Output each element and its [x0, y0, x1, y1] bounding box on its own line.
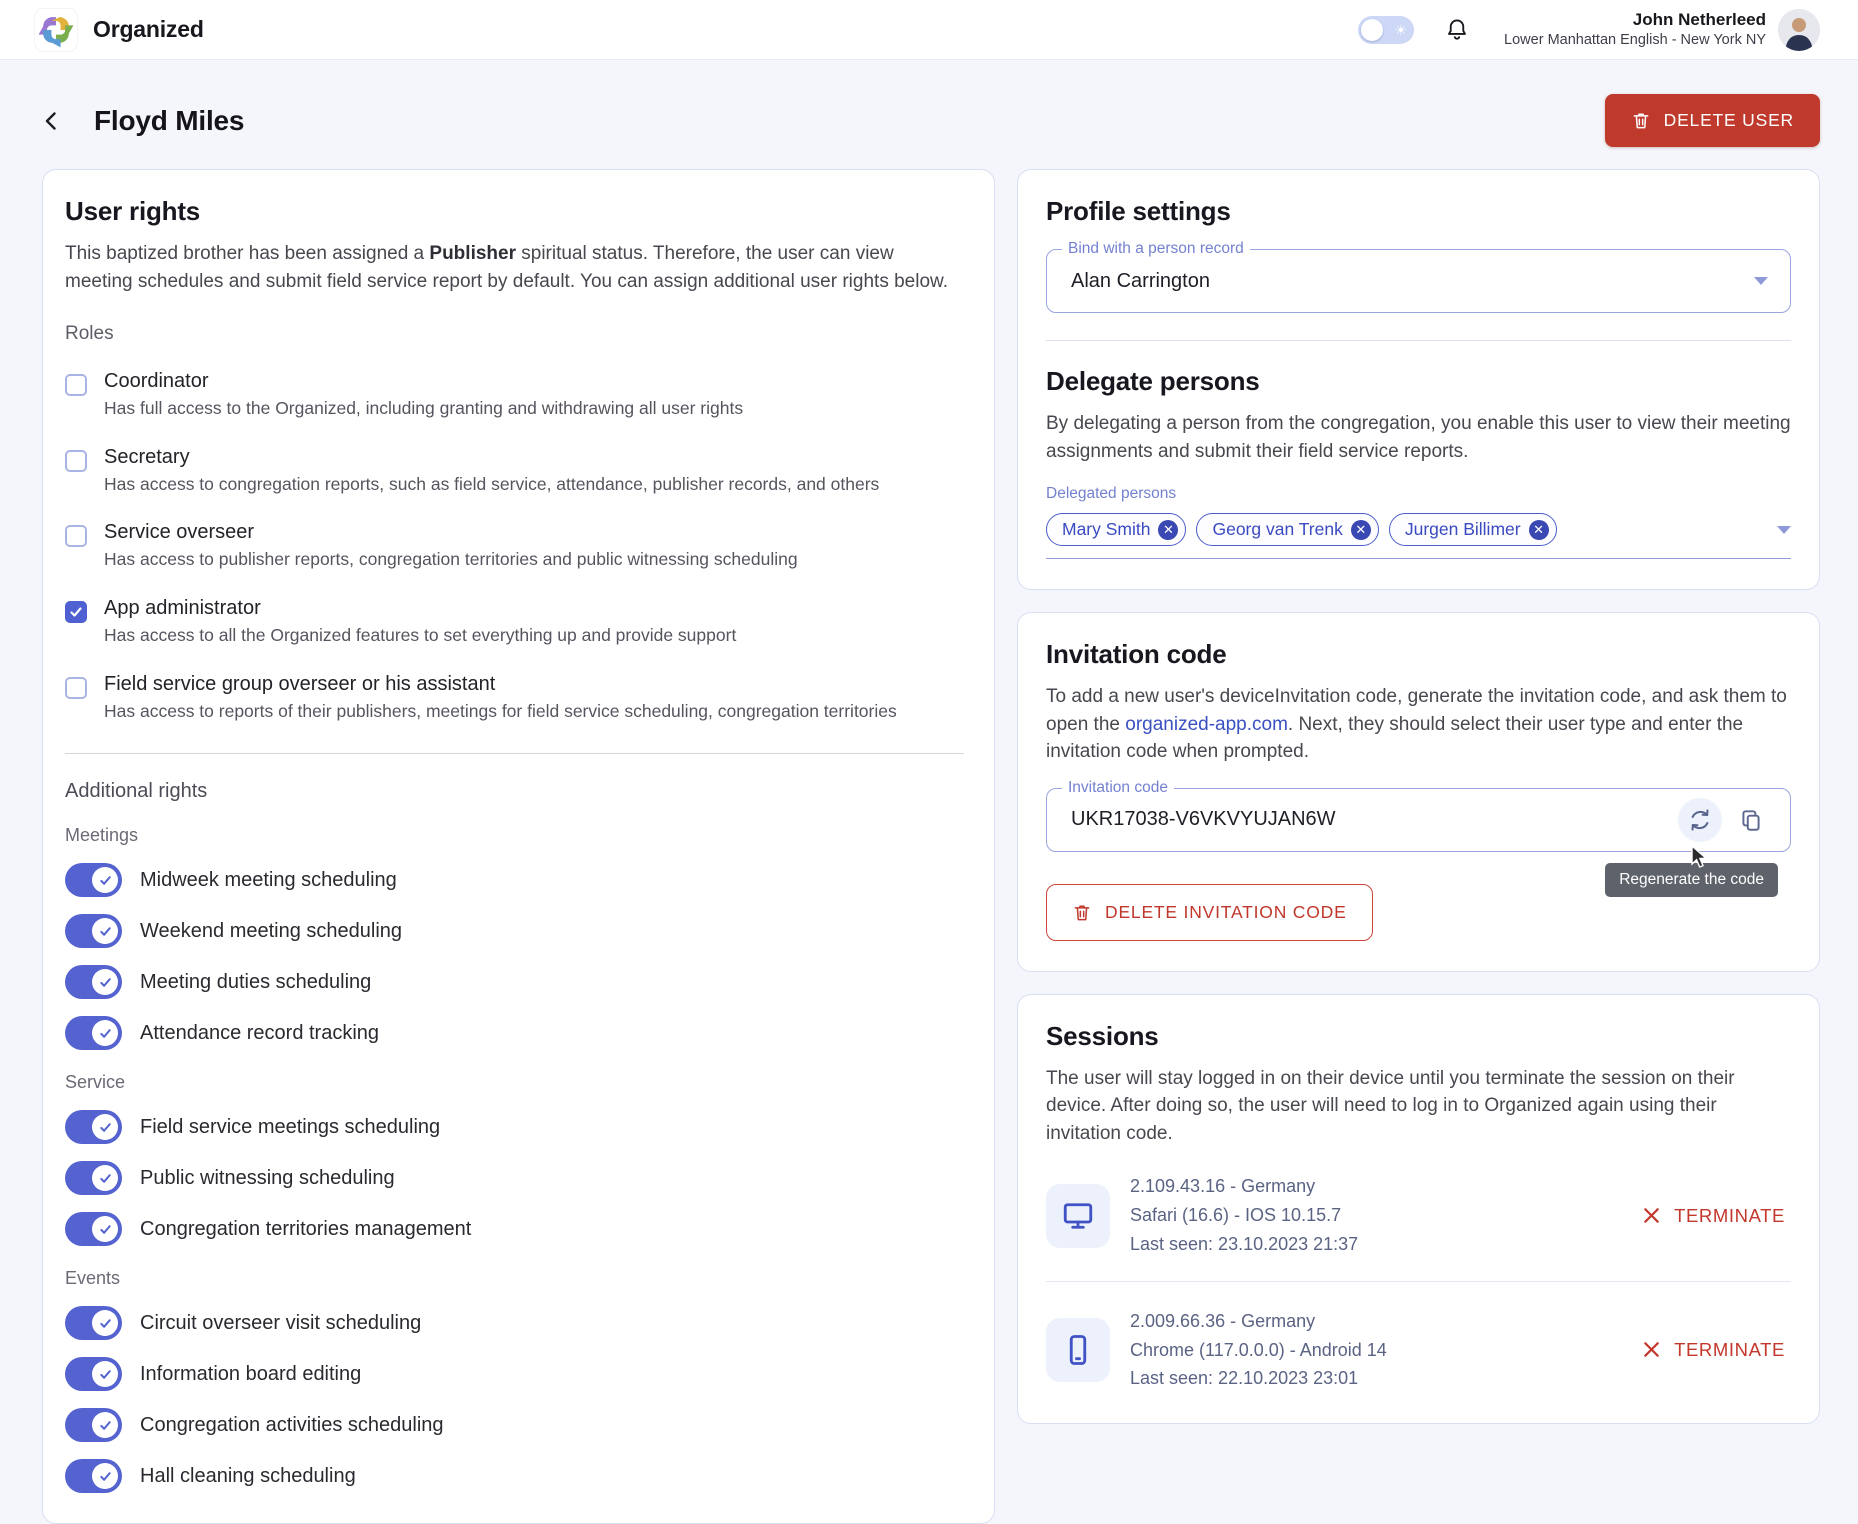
checkbox-unchecked[interactable]	[65, 677, 87, 699]
toggle-row: Public witnessing scheduling	[65, 1161, 964, 1195]
profile-settings-title: Profile settings	[1046, 196, 1231, 226]
sun-icon: ☀	[1394, 21, 1408, 38]
session-last-seen: Last seen: 23.10.2023 21:37	[1130, 1233, 1359, 1254]
toggle-on[interactable]	[65, 1408, 122, 1442]
toggle-row: Meeting duties scheduling	[65, 965, 964, 999]
page-title-row	[0, 60, 1858, 147]
role-row-coordinator: Coordinator Has full access to the Organized, including granting and withdrawing all user rights	[65, 370, 964, 421]
toggle-on[interactable]	[65, 1357, 122, 1391]
delegate-persons-description: By delegating a person from the congregation, you enable this user to view their meeting assignments and submit their field service reports.	[1046, 413, 1791, 462]
checkbox-unchecked[interactable]	[65, 450, 87, 472]
bind-person-value: Alan Carrington	[1071, 269, 1210, 292]
toggle-on[interactable]	[65, 965, 122, 999]
toggle-on[interactable]	[65, 1459, 122, 1493]
invitation-code-field-label: Invitation code	[1062, 779, 1174, 797]
toggle-row: Weekend meeting scheduling	[65, 914, 964, 948]
sessions-description: The user will stay logged in on their device until you terminate the session on their device. After doing so, the user will need to log in to Organized again using their invitation code.	[1046, 1067, 1735, 1144]
terminate-session-button[interactable]: TERMINATE	[1642, 1339, 1785, 1361]
role-row-app-administrator: App administrator Has access to all the Organized features to set everything up and provide support	[65, 597, 964, 648]
organized-logo-icon	[34, 8, 78, 52]
toggle-on[interactable]	[65, 1161, 122, 1195]
copy-code-button[interactable]	[1734, 803, 1768, 837]
invitation-code-value: UKR17038-V6VKVYUJAN6W	[1071, 808, 1336, 831]
sessions-card	[1017, 994, 1820, 1424]
session-browser: Chrome (117.0.0.0) - Android 14	[1130, 1339, 1387, 1360]
session-ip-location: 2.009.66.36 - Germany	[1130, 1310, 1316, 1331]
session-last-seen: Last seen: 22.10.2023 23:01	[1130, 1368, 1359, 1389]
chevron-down-icon[interactable]	[1754, 277, 1768, 285]
delegated-person-chip[interactable]: Mary Smith ✕	[1046, 513, 1186, 546]
checkbox-unchecked[interactable]	[65, 525, 87, 547]
session-ip-location: 2.109.43.16 - Germany	[1130, 1176, 1316, 1197]
x-icon	[1642, 1340, 1661, 1359]
user-rights-title: User rights	[65, 196, 201, 226]
session-row	[1046, 1172, 1791, 1258]
trash-icon	[1631, 110, 1651, 131]
role-row-service-overseer: Service overseer Has access to publisher reports, congregation territories and public witnessing scheduling	[65, 521, 964, 572]
remove-chip-icon[interactable]: ✕	[1351, 520, 1371, 540]
session-info	[1130, 1307, 1622, 1393]
remove-chip-icon[interactable]: ✕	[1158, 520, 1178, 540]
session-row	[1046, 1307, 1791, 1393]
toggle-row: Attendance record tracking	[65, 1016, 964, 1050]
toggle-row: Congregation activities scheduling	[65, 1408, 964, 1442]
terminate-session-button[interactable]: TERMINATE	[1642, 1205, 1785, 1227]
delete-user-button[interactable]: DELETE USER	[1605, 94, 1820, 147]
profile-settings-card	[1017, 169, 1820, 590]
regenerate-tooltip: Regenerate the code	[1605, 863, 1778, 897]
organized-app-link[interactable]: organized-app.com	[1125, 713, 1288, 735]
trash-icon	[1072, 902, 1092, 923]
divider	[1046, 1281, 1791, 1282]
mouse-cursor-icon	[1688, 845, 1710, 869]
toggle-on[interactable]	[65, 1110, 122, 1144]
session-browser: Safari (16.6) - IOS 10.15.7	[1130, 1205, 1342, 1226]
current-user-congregation: Lower Manhattan English - New York NY	[1504, 32, 1766, 49]
back-button[interactable]	[36, 104, 68, 138]
delete-invitation-code-button[interactable]: DELETE INVITATION CODE	[1046, 884, 1373, 941]
divider	[1046, 340, 1791, 341]
delegated-persons-label: Delegated persons	[1046, 485, 1177, 503]
bind-person-label: Bind with a person record	[1062, 240, 1250, 258]
role-row-secretary: Secretary Has access to congregation reports, such as field service, attendance, publisher records, and others	[65, 446, 964, 497]
delegated-person-chip[interactable]: Georg van Trenk ✕	[1196, 513, 1378, 546]
remove-chip-icon[interactable]: ✕	[1529, 520, 1549, 540]
toggle-row: Circuit overseer visit scheduling	[65, 1306, 964, 1340]
group-label-service: Service	[65, 1072, 126, 1093]
x-icon	[1642, 1206, 1661, 1225]
refresh-icon	[1687, 807, 1713, 833]
mobile-device-icon	[1046, 1318, 1110, 1382]
toggle-on[interactable]	[65, 1306, 122, 1340]
toggle-row: Information board editing	[65, 1357, 964, 1391]
toggle-row: Hall cleaning scheduling	[65, 1459, 964, 1493]
toggle-on[interactable]	[65, 1016, 122, 1050]
copy-icon	[1738, 807, 1764, 833]
divider	[65, 753, 964, 754]
notifications-bell-icon[interactable]	[1444, 17, 1470, 43]
toggle-on[interactable]	[65, 863, 122, 897]
toggle-on[interactable]	[65, 1212, 122, 1246]
theme-toggle[interactable]	[1358, 16, 1414, 44]
additional-rights-label: Additional rights	[65, 780, 208, 803]
checkbox-checked[interactable]	[65, 601, 87, 623]
group-label-events: Events	[65, 1268, 121, 1289]
avatar[interactable]	[1778, 9, 1820, 51]
invitation-code-card	[1017, 612, 1820, 972]
invitation-code-title: Invitation code	[1046, 639, 1227, 670]
roles-label: Roles	[65, 323, 114, 345]
user-rights-card	[42, 169, 995, 1524]
delegated-persons-input	[1046, 485, 1791, 559]
current-user-block[interactable]	[1504, 9, 1766, 50]
invitation-code-description: To add a new user's deviceInvitation code, generate the invitation code, and ask them to open the organized-app.com. Next, they should select their user type and enter the invitation code when prompted.	[1046, 686, 1787, 763]
role-row-field-service-group-overseer: Field service group overseer or his assistant Has access to reports of their publishers, meetings for field service scheduling, congregation territories	[65, 673, 964, 724]
app-header	[0, 0, 1858, 60]
session-info	[1130, 1172, 1622, 1258]
delegate-persons-title: Delegate persons	[1046, 366, 1260, 396]
toggle-row: Field service meetings scheduling	[65, 1110, 964, 1144]
app-name: Organized	[93, 16, 204, 42]
checkbox-unchecked[interactable]	[65, 374, 87, 396]
sessions-title: Sessions	[1046, 1020, 1159, 1051]
toggle-row: Congregation territories management	[65, 1212, 964, 1246]
invitation-code-field[interactable]	[1046, 778, 1791, 888]
user-rights-description: This baptized brother has been assigned a Publisher spiritual status. Therefore, the user can view meeting schedules and submit field service report by default. You can assign additional user rights below.	[65, 243, 948, 292]
delegated-person-chip[interactable]: Jurgen Billimer ✕	[1389, 513, 1557, 546]
current-user-name: John Netherleed	[1632, 10, 1766, 30]
theme-toggle-knob	[1361, 19, 1383, 41]
chevron-down-icon[interactable]	[1777, 526, 1791, 534]
toggle-row: Midweek meeting scheduling	[65, 863, 964, 897]
delegated-persons-chips[interactable]	[1046, 513, 1791, 559]
group-label-meetings: Meetings	[65, 825, 139, 846]
toggle-on[interactable]	[65, 914, 122, 948]
bind-person-select[interactable]	[1046, 240, 1791, 313]
desktop-device-icon	[1046, 1184, 1110, 1248]
regenerate-code-button[interactable]	[1678, 798, 1722, 842]
page-title: Floyd Miles	[94, 104, 245, 136]
